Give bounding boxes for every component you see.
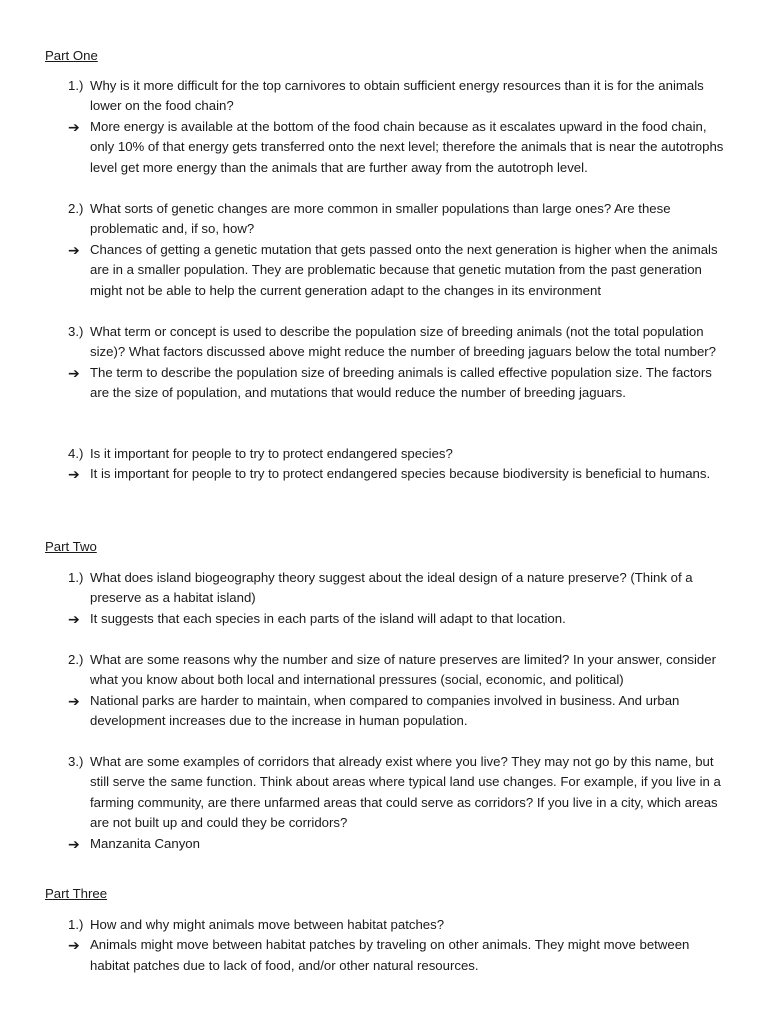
question-row [68, 752, 728, 834]
arrow-icon: ➔ [68, 364, 80, 381]
question-number: 2.) [68, 201, 84, 216]
qa-item [68, 568, 728, 629]
question-text: What are some examples of corridors that already exist where you live? They may not go by this name, but still serve the same function. Think about areas where typical land use changes. For example, if you live in a farming community, are there unfarmed areas that could serve as corridors? If you live in a city, which areas are not built up and could they be corridors? [90, 754, 721, 831]
qa-item [68, 752, 728, 854]
answer-text: Animals might move between habitat patches by traveling on other animals. They might move between habitat patches due to lack of food, and/or other natural resources. [90, 937, 690, 973]
question-row [68, 322, 728, 363]
answer-row [68, 240, 728, 301]
answer-text: More energy is available at the bottom of the food chain because as it escalates upward in the food chain, only 10% of that energy gets transferred onto the next level; therefore the animals that is near the autotrophs level get more energy than the animals that are further away from the autotroph level. [90, 118, 724, 175]
question-number: 1.) [68, 78, 84, 93]
qa-item [68, 650, 728, 732]
arrow-icon: ➔ [68, 118, 80, 135]
answer-row [68, 834, 728, 854]
answer-row [68, 117, 728, 178]
question-number: 3.) [68, 754, 84, 769]
part-heading: Part One [45, 48, 98, 63]
arrow-icon: ➔ [68, 241, 80, 258]
qa-item [68, 444, 728, 485]
answer-row [68, 363, 728, 404]
arrow-icon: ➔ [68, 466, 80, 483]
question-number: 1.) [68, 570, 84, 585]
question-number: 3.) [68, 324, 84, 339]
answer-row [68, 609, 728, 629]
question-text: What are some reasons why the number and size of nature preserves are limited? In your answer, consider what you know about both local and international pressures (social, economic, and political) [90, 652, 716, 688]
question-row [68, 76, 728, 117]
question-text: Why is it more difficult for the top carnivores to obtain sufficient energy resources than it is for the animals lower on the food chain? [90, 78, 704, 114]
arrow-icon: ➔ [68, 610, 80, 627]
question-text: What term or concept is used to describe the population size of breeding animals (not the total population size)? What factors discussed above might reduce the number of breeding jaguars below the total number? [90, 324, 717, 360]
question-row [68, 650, 728, 691]
qa-item [68, 322, 728, 404]
part-heading: Part Two [45, 539, 97, 554]
question-row [68, 568, 728, 609]
part-heading: Part Three [45, 886, 108, 901]
qa-item [68, 199, 728, 301]
question-text: Is it important for people to try to protect endangered species? [90, 446, 453, 461]
answer-text: The term to describe the population size of breeding animals is called effective population size. The factors are the size of population, and mutations that would reduce the number of breeding jaguars. [90, 364, 712, 401]
answer-row [68, 691, 728, 732]
question-row [68, 444, 728, 464]
question-row [68, 199, 728, 240]
answer-text: Manzanita Canyon [90, 835, 200, 851]
answer-row [68, 464, 728, 484]
question-text: How and why might animals move between habitat patches? [90, 917, 445, 932]
answer-text: National parks are harder to maintain, when compared to companies involved in business. And urban development increases due to the increase in human population. [90, 692, 680, 729]
question-row [68, 915, 728, 935]
answer-text: It is important for people to try to protect endangered species because biodiversity is beneficial to humans. [90, 466, 711, 482]
answer-row [68, 935, 728, 976]
question-text: What sorts of genetic changes are more common in smaller populations than large ones? Are these problematic and, if so, how? [90, 201, 671, 237]
question-text: What does island biogeography theory suggest about the ideal design of a nature preserve? (Think of a preserve as a habitat island) [90, 570, 693, 606]
arrow-icon: ➔ [68, 692, 80, 709]
question-number: 2.) [68, 652, 84, 667]
arrow-icon: ➔ [68, 937, 80, 954]
qa-item [68, 915, 728, 976]
answer-text: It suggests that each species in each parts of the island will adapt to that location. [90, 610, 566, 626]
arrow-icon: ➔ [68, 835, 80, 852]
qa-item [68, 76, 728, 178]
question-number: 4.) [68, 446, 84, 461]
answer-text: Chances of getting a genetic mutation that gets passed onto the next generation is higher when the animals are in a smaller population. They are problematic because that genetic mutation from the past generation might not be able to help the current generation adapt to the changes in its environment [90, 241, 718, 298]
question-number: 1.) [68, 917, 84, 932]
